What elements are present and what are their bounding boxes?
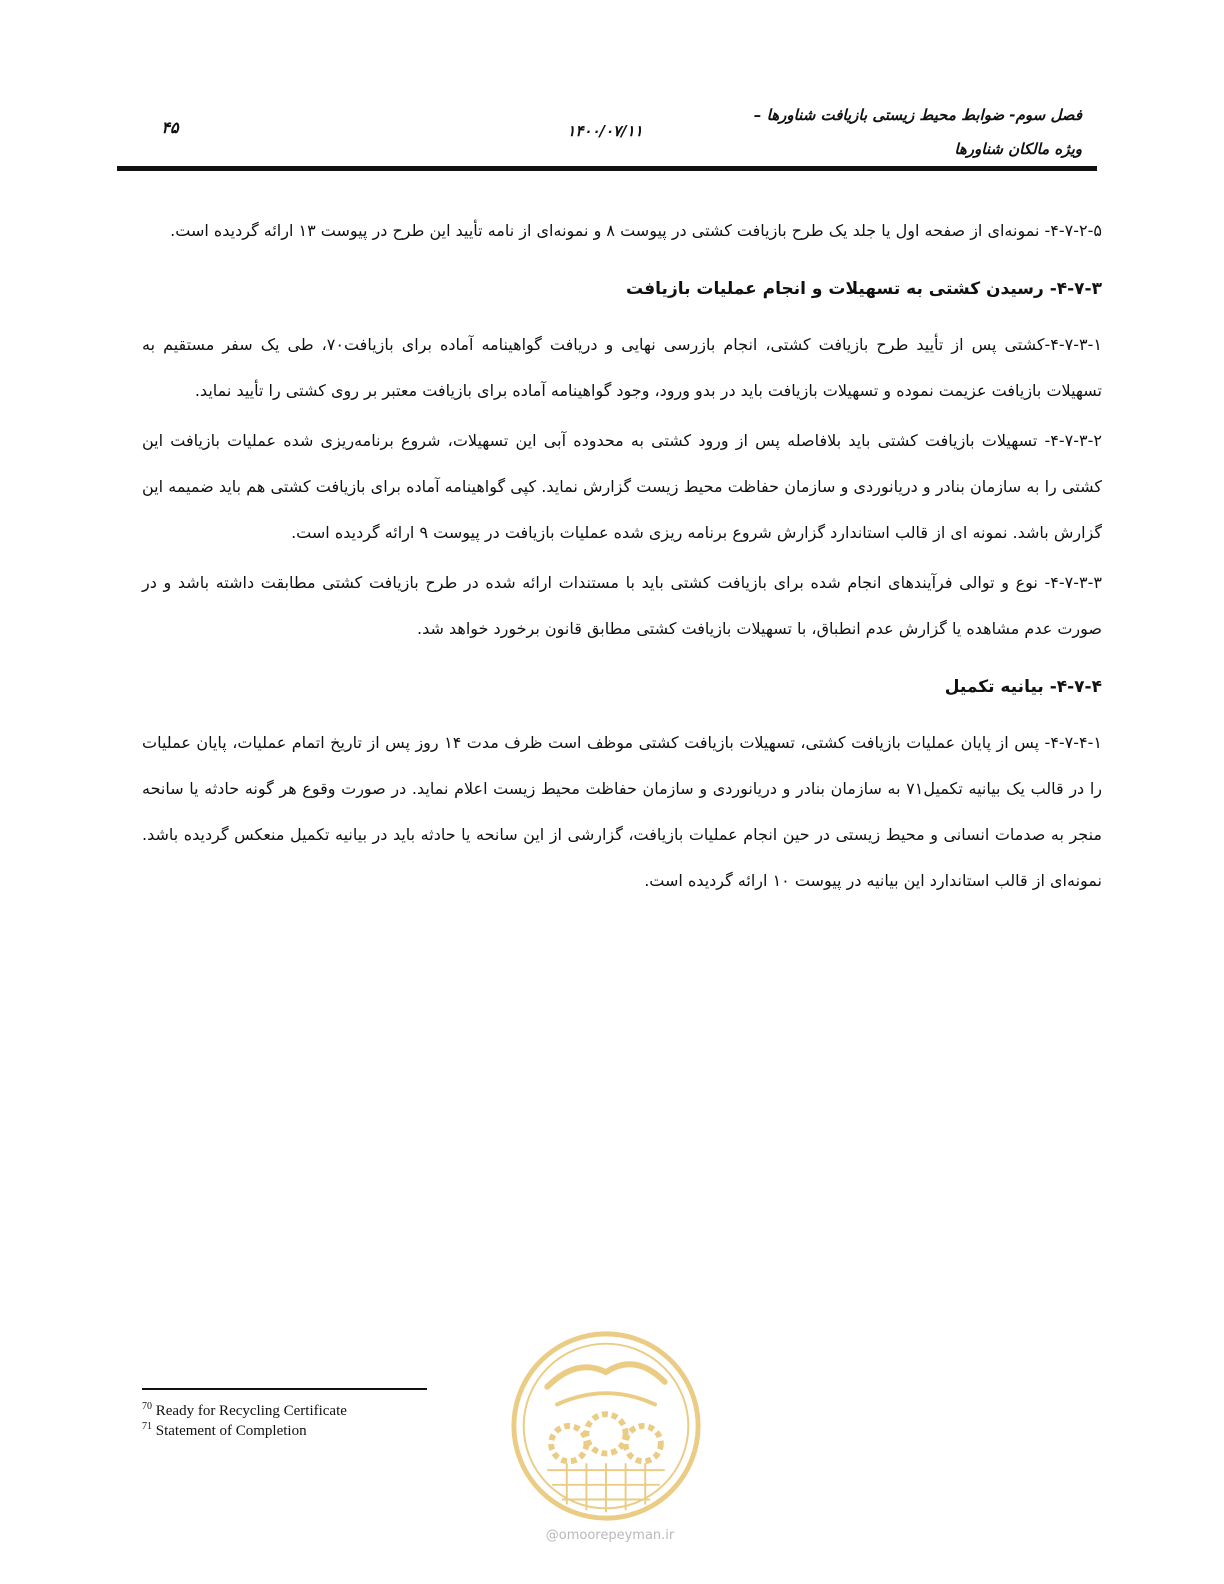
section-heading-4-7-4: ۴-۷-۴- بیانیه تکمیل	[944, 677, 1102, 697]
footnote-number: 70	[142, 1401, 152, 1412]
paragraph-4-7-3-1: ۴-۷-۳-۱-کشتی پس از تأیید طرح بازیافت کشتی، انجام بازرسی نهایی و دریافت گواهینامه آماده برای بازیافت۷۰، طی یک سفر مستقیم به تسهیلات بازیافت عزیمت نموده و تسهیلات بازیافت باید در بدو ورود، وجود گواهینامه آماده برای بازیافت معتبر بر روی کشتی را تأیید نماید.	[142, 335, 1102, 400]
watermark-logo-icon	[508, 1328, 704, 1524]
page-body	[142, 208, 1102, 908]
footnote-number: 71	[142, 1421, 152, 1432]
footnotes	[142, 1401, 542, 1441]
paragraph-4-7-2-5: ۴-۷-۲-۵- نمونه‌ای از صفحه اول یا جلد یک طرح بازیافت کشتی در پیوست ۸ و نمونه‌ای از نامه تأیید این طرح در پیوست ۱۳ ارائه گردیده است.	[170, 221, 1102, 240]
document-date: ۱۴۰۰/۰۷/۱۱	[567, 122, 643, 140]
chapter-subtitle: ویژه مالکان شناورها	[954, 140, 1082, 158]
header-divider	[117, 166, 1097, 171]
footnote-divider	[142, 1388, 427, 1390]
paragraph-4-7-3-3: ۴-۷-۳-۳- نوع و توالی فرآیندهای انجام شده برای بازیافت کشتی باید با مستندات ارائه شده در طرح بازیافت کشتی مطابقت داشته باشد و در صورت عدم مشاهده یا گزارش عدم انطباق، با تسهیلات بازیافت کشتی مطابق قانون برخورد خواهد شد.	[142, 573, 1102, 638]
chapter-title: فصل سوم- ضوابط محیط زیستی بازیافت شناورها –	[753, 106, 1082, 124]
paragraph-4-7-3-2: ۴-۷-۳-۲- تسهیلات بازیافت کشتی باید بلافاصله پس از ورود کشتی به محدوده آبی این تسهیلات، شروع برنامه‌ریزی شده عملیات بازیافت این کشتی را به سازمان بنادر و دریانوردی و سازمان حفاظت محیط زیست گزارش نماید. کپی گواهینامه آماده برای بازیافت کشتی هم باید ضمیمه این گزارش باشد. نمونه ای از قالب استاندارد گزارش شروع برنامه ریزی شده عملیات بازیافت در پیوست ۹ ارائه گردیده است.	[142, 431, 1102, 542]
footnote-text: Statement of Completion	[155, 1423, 307, 1439]
page-number: ۴۵	[161, 118, 179, 137]
footnote-item	[142, 1421, 542, 1441]
footnote-text: Ready for Recycling Certificate	[155, 1403, 347, 1419]
paragraph-4-7-4-1: ۴-۷-۴-۱- پس از پایان عملیات بازیافت کشتی، تسهیلات بازیافت کشتی موظف است ظرف مدت ۱۴ روز پس از تاریخ اتمام عملیات، پایان عملیات را در قالب یک بیانیه تکمیل۷۱ به سازمان بنادر و دریانوردی و سازمان حفاظت محیط زیست اعلام نماید. در صورت وقوع هر گونه حادثه یا سانحه منجر به صدمات انسانی و محیط زیستی در حین انجام عملیات بازیافت، گزارشی از این سانحه یا حادثه باید در بیانیه تکمیل منعکس گردیده باشد. نمونه‌ای از قالب استاندارد این بیانیه در پیوست ۱۰ ارائه گردیده است.	[142, 733, 1103, 890]
footnote-item	[142, 1401, 542, 1421]
watermark-url: @omoorepeyman.ir	[545, 1528, 675, 1543]
section-heading-4-7-3: ۴-۷-۳- رسیدن کشتی به تسهیلات و انجام عملیات بازیافت	[626, 279, 1102, 299]
